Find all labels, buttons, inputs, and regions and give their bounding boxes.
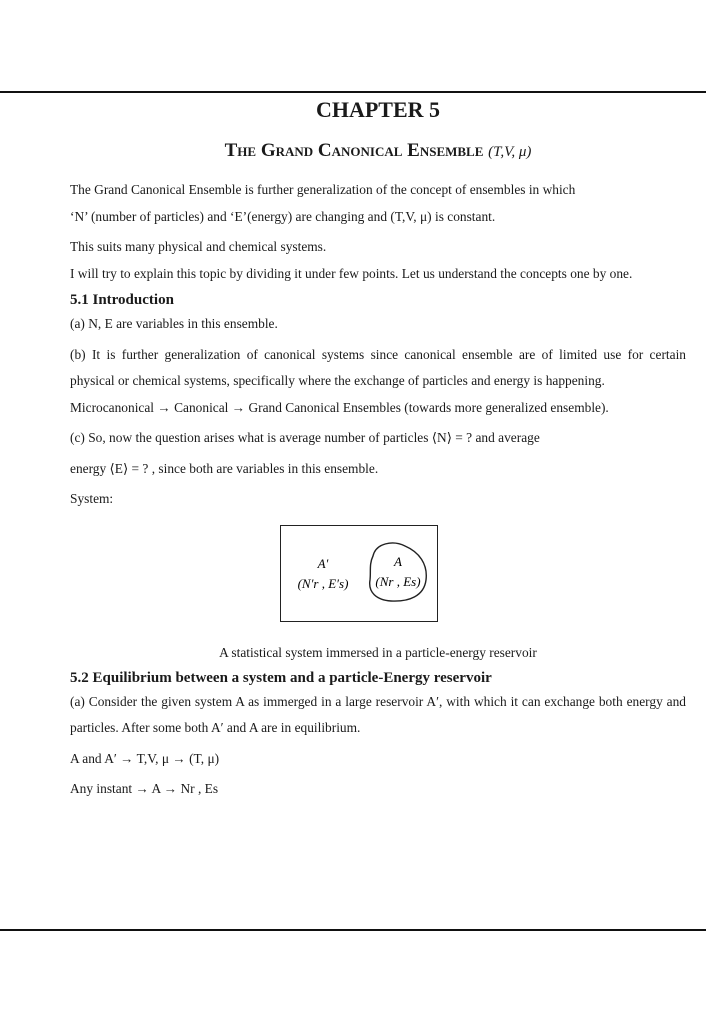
section-5-2-item-a: (a) Consider the given system A as immerged in a large reservoir A′, with which it can exchange both energy and particles. After some both A′ and A are in equilibrium.	[70, 693, 686, 735]
reservoir-box	[280, 525, 438, 622]
section-5-1-item-c-line-1: (c) So, now the question arises what is average number of particles ⟨N⟩ = ? and average	[70, 430, 540, 445]
section-5-2-line-2: A and A′ → T,V, μ → (T, μ)	[70, 750, 220, 766]
page-content	[70, 96, 686, 803]
chapter-title	[70, 138, 686, 165]
section-5-1-item-c-line-2: energy ⟨E⟩ = ? , since both are variables in this ensemble.	[70, 460, 379, 476]
system-label: System:	[70, 491, 114, 506]
intro-line-2: ‘N’ (number of particles) and ‘E’(energy) are changing and (T,V, μ) is constant.	[70, 208, 496, 224]
reservoir-vars: (N′r , E′s)	[297, 575, 349, 591]
top-rule	[0, 91, 706, 93]
system-vars: (Nr , Es)	[375, 573, 421, 589]
intro-line-1: The Grand Canonical Ensemble is further generalization of the concept of ensembles in which	[70, 182, 576, 197]
bottom-rule	[0, 929, 706, 931]
system-blob-outline	[370, 543, 427, 601]
intro-paragraph-3: I will try to explain this topic by dividing it under few points. Let us understand the concepts one by one.	[70, 265, 633, 281]
section-5-2-heading: 5.2 Equilibrium between a system and a particle-Energy reservoir	[70, 669, 492, 686]
chapter-heading: CHAPTER 5	[315, 97, 441, 122]
system-figure	[70, 519, 686, 629]
section-5-1-chain: Microcanonical → Canonical → Grand Canonical Ensembles (towards more generalized ensemble).	[70, 399, 609, 415]
section-5-1-item-b: (b) It is further generalization of canonical systems since canonical ensemble are of limited use for certain physical or chemical systems, specifically where the exchange of particles and energy is happening.	[70, 346, 686, 388]
intro-paragraph-2: This suits many physical and chemical systems.	[70, 239, 327, 254]
chapter-title-text: The Grand Canonical Ensemble	[224, 140, 484, 161]
system-name: A	[394, 553, 402, 569]
chapter-title-vars: (T,V, μ)	[488, 144, 532, 160]
figure-drawing	[281, 526, 437, 621]
section-5-1-heading: 5.1 Introduction	[70, 292, 174, 308]
figure-caption: A statistical system immersed in a particle-energy reservoir	[219, 644, 537, 660]
reservoir-label: A′	[317, 555, 329, 571]
section-5-1-item-a: (a) N, E are variables in this ensemble.	[70, 316, 278, 331]
section-5-2-line-3: Any instant → A → Nr , Es	[70, 781, 219, 796]
